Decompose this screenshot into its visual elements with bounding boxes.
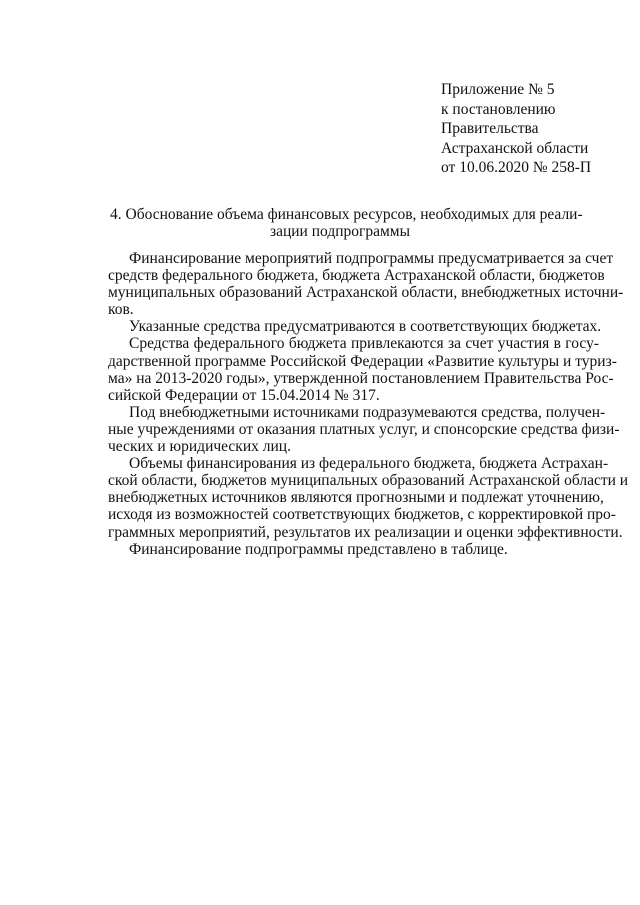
paragraph-line: ской области, бюджетов муниципальных образований Астраханской области и [108,472,629,490]
paragraph-line: Финансирование подпрограммы представлено в таблице. [129,540,508,558]
document-body [108,250,629,558]
paragraph-line: граммных мероприятий, результатов их реализации и оценки эффективности. [108,523,623,541]
paragraph-line: средств федерального бюджета, бюджета Астраханской области, бюджетов [108,267,605,285]
paragraph-line: ков. [108,301,134,319]
paragraph-table-reference [108,541,599,558]
paragraph-line: муниципальных образований Астраханской области, внебюджетных источни- [108,284,624,302]
paragraph-line: внебюджетных источников являются прогнозными и подлежат уточнению, [108,489,604,507]
section-title-line: зации подпрограммы [269,223,411,240]
appendix-line: Астраханской области [441,139,589,157]
appendix-line: Приложение № 5 [441,81,555,98]
paragraph-line: Объемы финансирования из федерального бюджета, бюджета Астрахан- [129,455,609,473]
appendix-header [441,80,621,178]
paragraph-line: Указанные средства предусматриваются в соответствующих бюджетах. [129,318,602,336]
section-title-line: 4. Обоснование объема финансовых ресурсов, необходимых для реали- [110,206,583,223]
section-title [110,206,583,240]
appendix-line: к постановлению [441,100,556,118]
paragraph-federal-budget [108,335,617,404]
paragraph-extrabudgetary [108,403,620,456]
paragraph-line: исходя из возможностей соответствующих бюджетов, с корректировкой про- [108,506,616,524]
appendix-line: Правительства [441,120,539,138]
paragraph-line: Средства федерального бюджета привлекаются за счет участия в госу- [129,335,599,353]
paragraph-line: ческих и юридических лиц. [108,438,291,456]
appendix-line: от 10.06.2020 № 258-П [441,159,592,177]
paragraph-forecast-volumes [108,455,629,541]
paragraph-line: Финансирование мероприятий подпрограммы предусматривается за счет [129,250,614,267]
paragraph-line: Под внебюджетными источниками подразумеваются средства, получен- [129,403,606,421]
paragraph-financing-sources [108,250,624,319]
paragraph-line: ма» на 2013-2020 годы», утвержденной постановлением Правительства Рос- [108,369,614,387]
paragraph-line: сийской Федерации от 15.04.2014 № 317. [108,386,380,404]
paragraph-line: дарственной программе Российской Федерации «Развитие культуры и туриз- [108,352,617,370]
paragraph-budgets [108,318,602,336]
paragraph-line: ные учреждениями от оказания платных услуг, и спонсорские средства физи- [108,420,620,438]
